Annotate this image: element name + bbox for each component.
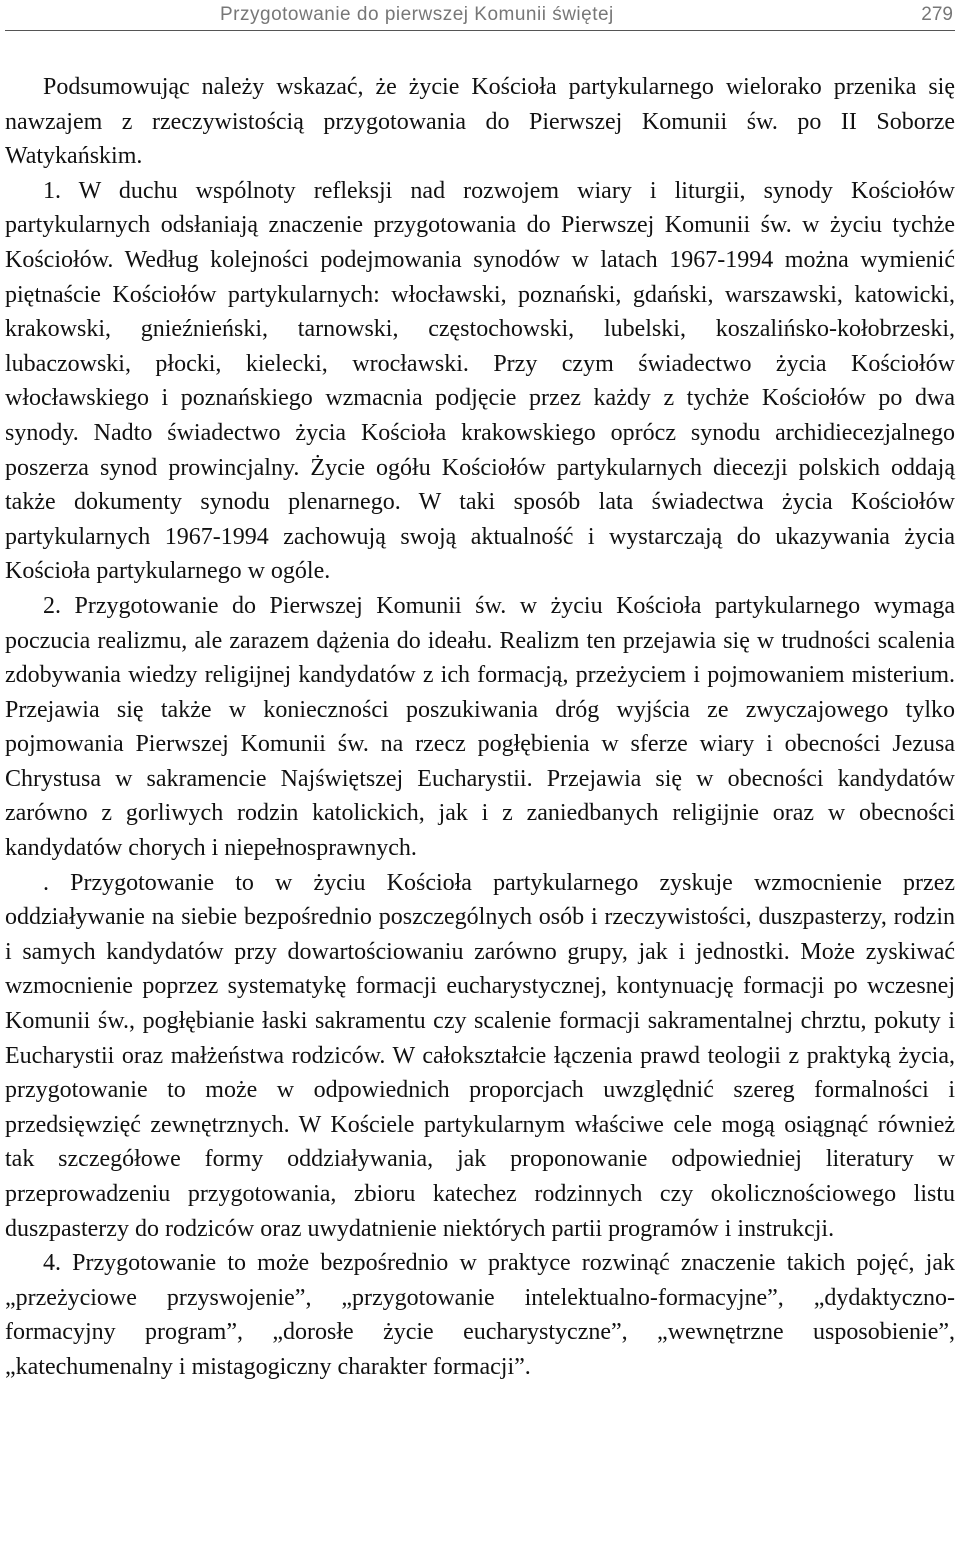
page-number: 279 (921, 4, 953, 25)
running-header (5, 4, 955, 31)
paragraph-point-1: 1. W duchu wspólnoty refleksji nad rozwojem wiary i liturgii, synody Kościołów partykularnych odsłaniają znaczenie przygotowania do Pierwszej Komunii św. w życiu tychże Kościołów. Według kolejności podejmowania synodów w latach 1967-1994 można wymienić piętnaście Kościołów partykularnych: włocławski, poznański, gdański, warszawski, katowicki, krakowski, gnieźnieński, tarnowski, częstochowski, lubelski, koszalińsko-kołobrzeski, lubaczowski, płocki, kielecki, wrocławski. Przy czym świadectwo życia Kościołów włocławskiego i poznańskiego wzmacnia podjęcie przez każdy z tychże Kościołów po dwa synody. Nadto świadectwo życia Kościoła krakowskiego oprócz synodu archidiecezjalnego poszerza synod prowincjalny. Życie ogółu Kościołów partykularnych diecezji polskich oddają także dokumenty synodu plenarnego. W taki sposób lata świadectwa życia Kościołów partykularnych 1967-1994 zachowują swoją aktualność i wystarczają do ukazywania życia Kościoła partykularnego w ogóle. (5, 177, 955, 585)
body-text (5, 70, 955, 1385)
paragraph-point-3: . Przygotowanie to w życiu Kościoła partykularnego zyskuje wzmocnienie przez oddziaływanie na siebie bezpośrednio poszczególnych osób i rzeczywistości, duszpasterzy, rodzin i samych kandydatów przy dowartościowaniu zarówno grupy, jak i jednostki. Może zyskiwać wzmocnienie poprzez systematykę formacji eucharystycznej, kontynuację formacji po wczesnej Komunii św., pogłębianie łaski sakramentu czy scalenie formacji sakramentalnej chrztu, pokuty i Eucharystii oraz małżeństwa rodziców. W całokształcie łączenia prawd teologii z praktyką życia, przygotowanie to może w odpowiednich proporcjach uwzględnić szereg formalności i przedsięwzięć zewnętrznych. W Kościele partykularnym właściwe cele mogą osiągnąć również tak szczegółowe formy oddziaływania, jak proponowanie odpowiedniej literatury w przeprowadzeniu przygotowania, zbioru katechez rodzinnych czy okolicznościowego listu duszpasterzy do rodziców oraz uwydatnienie niektórych partii programów i instrukcji. (5, 869, 955, 1242)
paragraph-point-4: 4. Przygotowanie to może bezpośrednio w praktyce rozwinąć znaczenie takich pojęć, jak „przeżyciowe przyswojenie”, „przygotowanie intelektualno-formacyjne”, „dydaktyczno-formacyjny program”, „dorosłe życie eucharystyczne”, „wewnętrzne usposobienie”, „katechumenalny i mistagogiczny charakter formacji”. (5, 1250, 955, 1380)
running-title: Przygotowanie do pierwszej Komunii świętej (220, 4, 614, 25)
paragraph-summary: Podsumowując należy wskazać, że życie Kościoła partykularnego wielorako przenika się nawzajem z rzeczywistością przygotowania do Pierwszej Komunii św. po II Soborze Watykańskim. (5, 74, 955, 170)
paragraph-point-2: 2. Przygotowanie do Pierwszej Komunii św. w życiu Kościoła partykularnego wymaga poczucia realizmu, ale zarazem dążenia do ideału. Realizm ten przejawia się w trudności scalenia zdobywania wiedzy religijnej kandydatów z ich formacją, przeżyciem i pojmowaniem misterium. Przejawia się także w konieczności poszukiwania dróg wyjścia ze zwyczajowego tylko pojmowania Pierwszej Komunii św. na rzecz pogłębienia w sferze wiary i obecności Jezusa Chrystusa w sakramencie Najświętszej Eucharystii. Przejawia się w obecności kandydatów zarówno z gorliwych rodzin katolickich, jak i z zaniedbanych religijnie oraz w obecności kandydatów chorych i niepełnosprawnych. (5, 592, 955, 862)
